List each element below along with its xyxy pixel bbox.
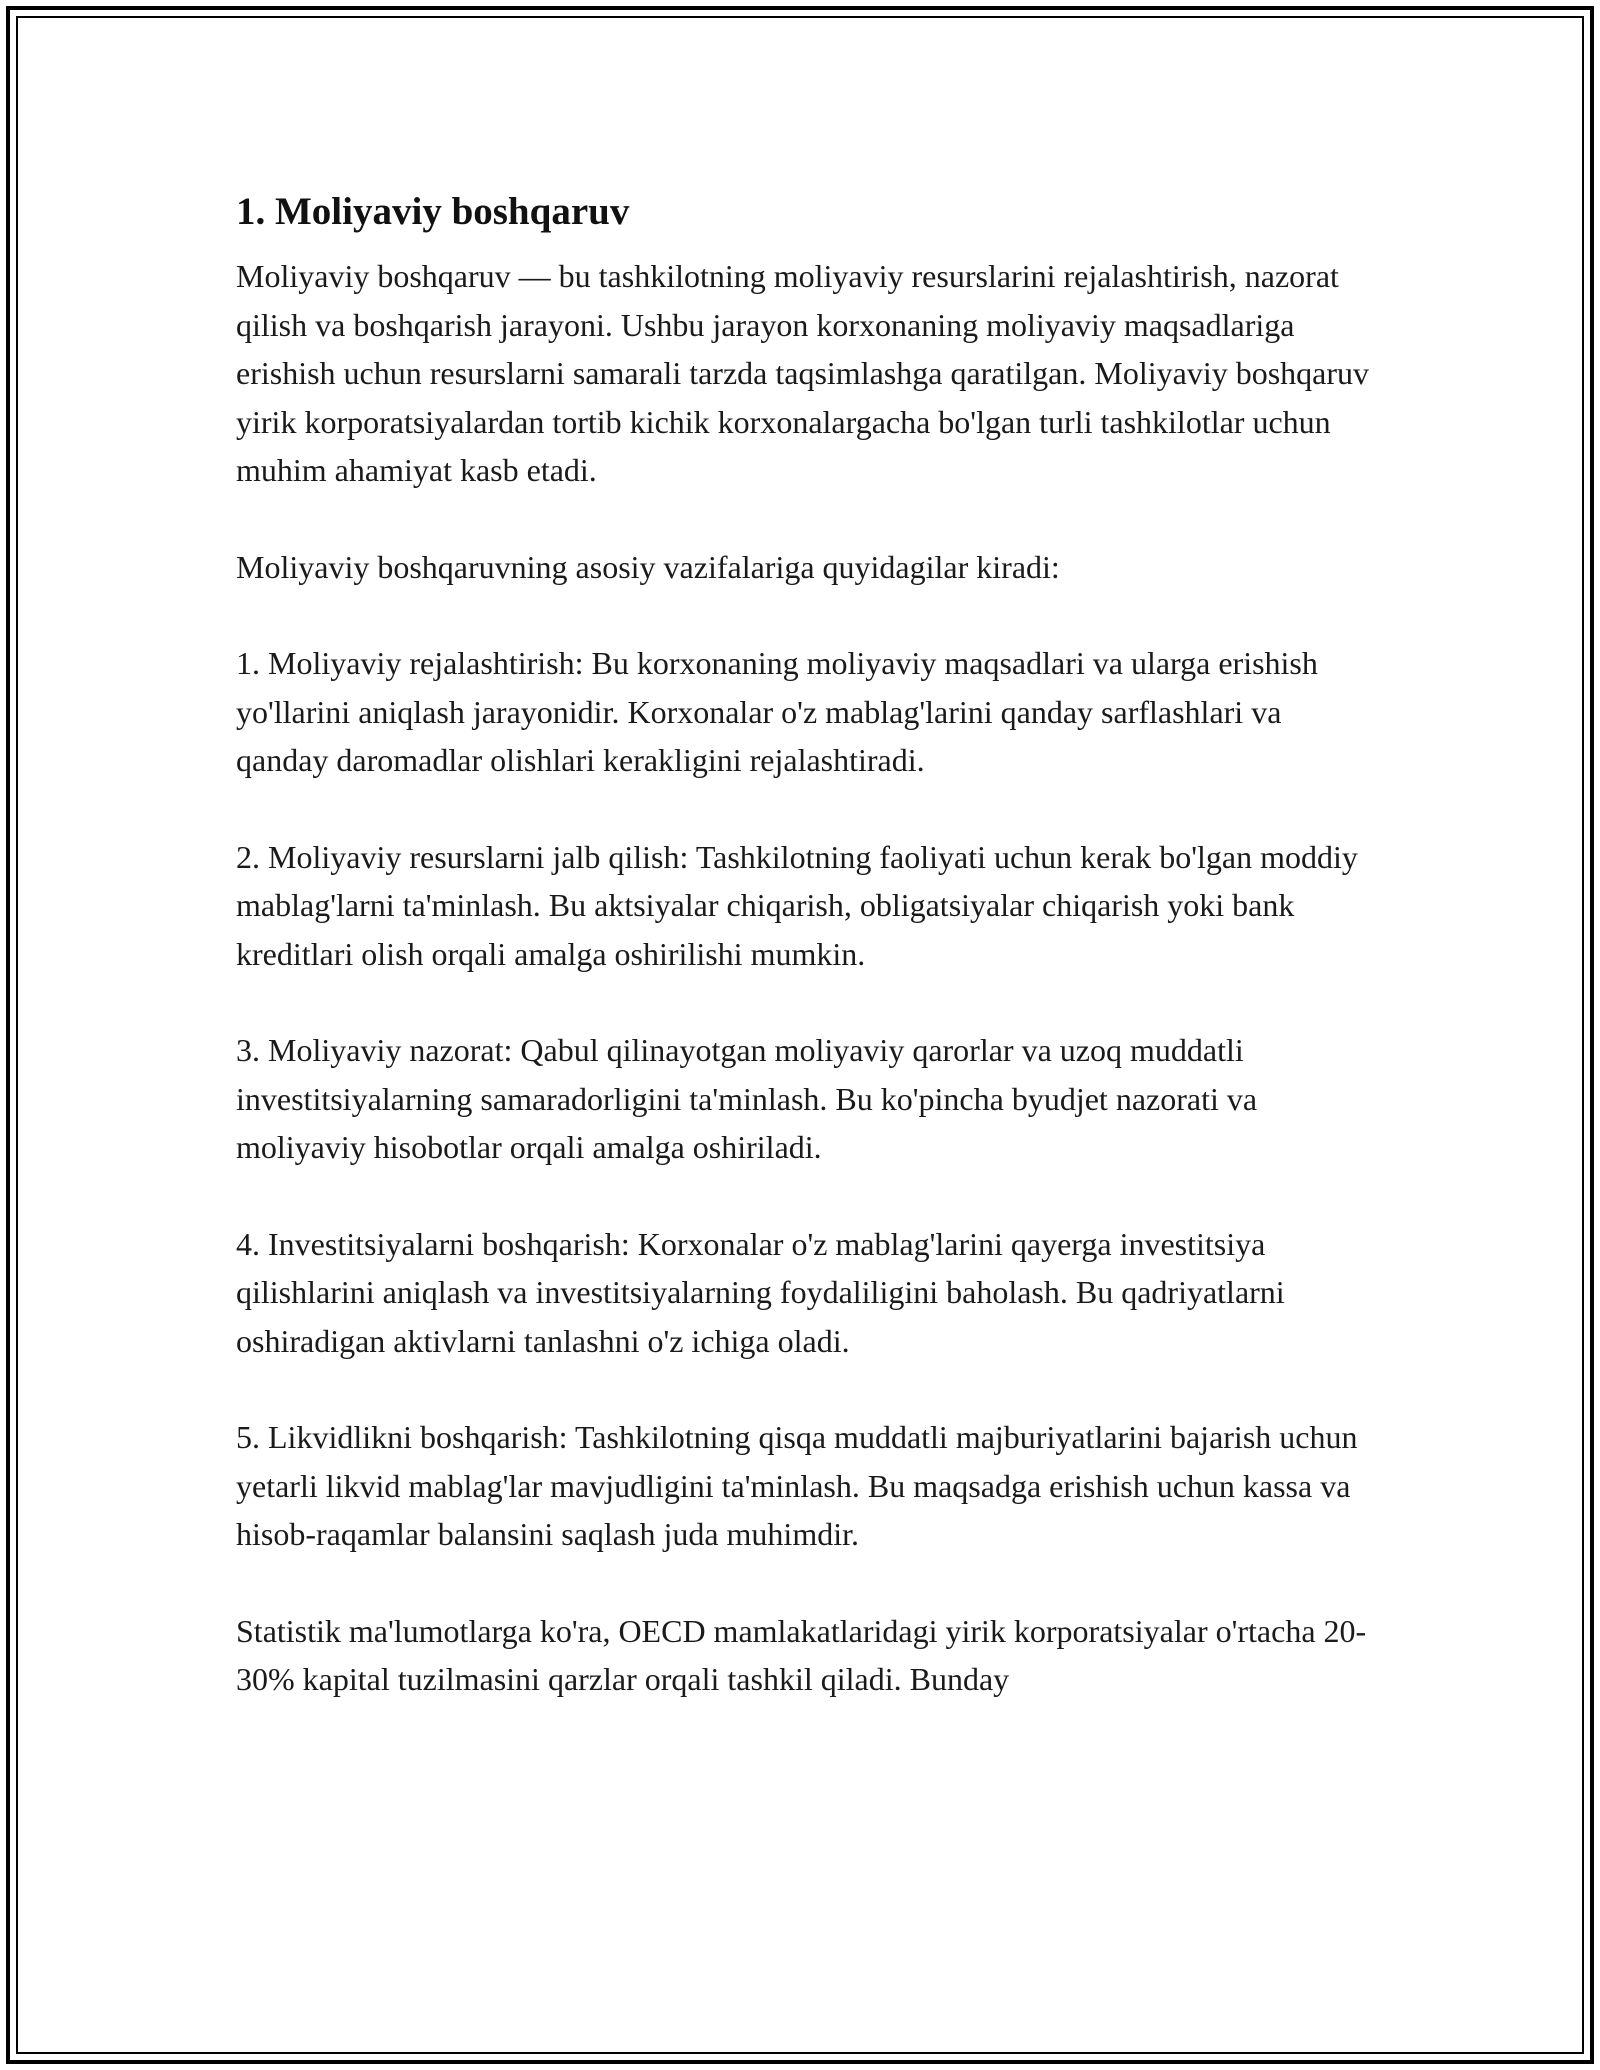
task-item-investment-management: 4. Investitsiyalarni boshqarish: Korxonalar o'z mablag'larini qayerga investitsiya qilishlarini aniqlash va investitsiyalarning foydaliligini baholash. Bu qadriyatlarni oshiradigan aktivlarni tanlashni o'z ichiga oladi. [236, 1225, 1285, 1359]
task-item-resource-raising: 2. Moliyaviy resurslarni jalb qilish: Tashkilotning faoliyati uchun kerak bo'lgan moddiy mablag'larni ta'minlash. Bu aktsiyalar chiqarish, obligatsiyalar chiqarish yoki bank kreditlari olish orqali amalga oshirilishi mumkin. [236, 838, 1358, 972]
document-body [236, 186, 1376, 1752]
task-item-liquidity-management: 5. Likvidlikni boshqarish: Tashkilotning qisqa muddatli majburiyatlarini bajarish uchun yetarli likvid mablag'lar mavjudligini ta'minlash. Bu maqsadga erishish uchun kassa va hisob-raqamlar balansini saqlash juda muhimdir. [236, 1419, 1358, 1552]
section-heading: 1. Moliyaviy boshqaruv [236, 190, 630, 233]
task-item-financial-planning: 1. Moliyaviy rejalashtirish: Bu korxonaning moliyaviy maqsadlari va ularga erishish yo'llarini aniqlash jarayonidir. Korxonalar o'z mablag'larini qanday sarflashlari va qanday daromadlar olishlari kerakligini rejalashtiradi. [236, 645, 1318, 778]
statistics-paragraph: Statistik ma'lumotlarga ko'ra, OECD mamlakatlaridagi yirik korporatsiyalar o'rtacha 20-30% kapital tuzilmasini qarzlar orqali tashkil qiladi. Bunday [236, 1612, 1367, 1697]
intro-paragraph: Moliyaviy boshqaruv — bu tashkilotning moliyaviy resurslarini rejalashtirish, nazorat qilish va boshqarish jarayoni. Ushbu jarayon korxonaning moliyaviy maqsadlariga erishish uchun resurslarni samarali tarzda taqsimlashga qaratilgan. Moliyaviy boshqaruv yirik korporatsiyalardan tortib kichik korxonalargacha bo'lgan turli tashkilotlar uchun muhim ahamiyat kasb etadi. [236, 258, 1370, 488]
tasks-lead-paragraph: Moliyaviy boshqaruvning asosiy vazifalariga quyidagilar kiradi: [236, 548, 1060, 585]
task-item-financial-control: 3. Moliyaviy nazorat: Qabul qilinayotgan moliyaviy qarorlar va uzoq muddatli investitsiyalarning samaradorligini ta'minlash. Bu ko'pincha byudjet nazorati va moliyaviy hisobotlar orqali amalga oshiriladi. [236, 1032, 1258, 1165]
